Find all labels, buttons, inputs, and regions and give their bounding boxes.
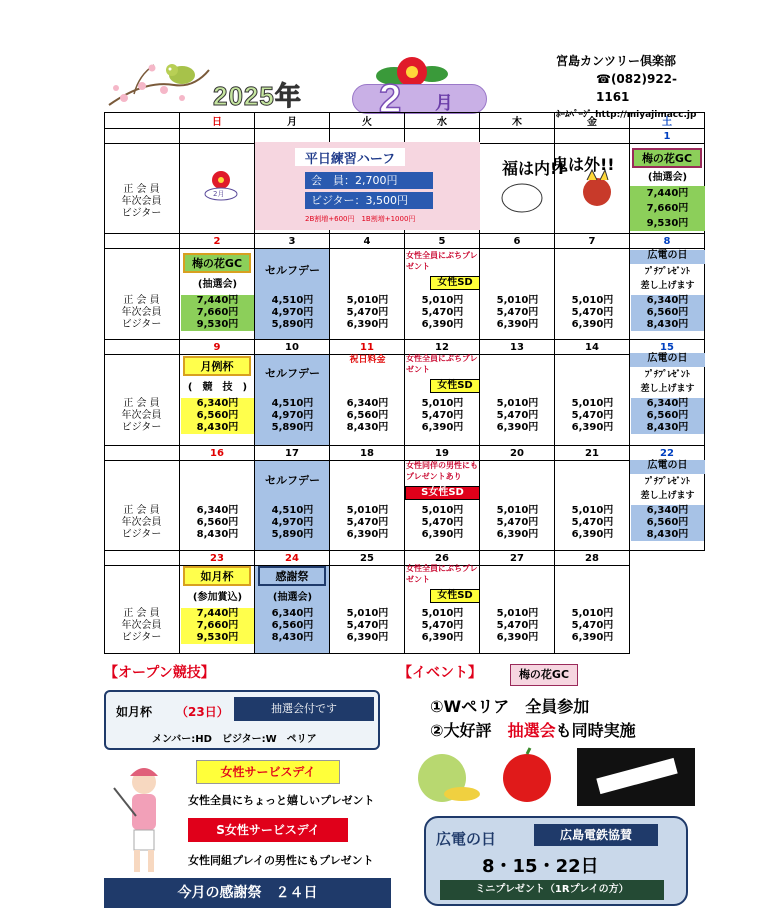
price-annual: 6,560円	[646, 307, 689, 318]
week3-day3-prices	[406, 505, 479, 541]
label-member: 正 会 員	[123, 398, 160, 409]
day-empty	[630, 551, 705, 566]
year-title: 2025年	[213, 81, 302, 111]
cell	[630, 566, 705, 654]
sat1-sub: (抽選会)	[647, 172, 688, 183]
price-visitor: 6,390円	[346, 529, 389, 540]
price-member: 6,340円	[346, 398, 389, 409]
day-13: 13	[480, 340, 555, 355]
price-annual: 5,470円	[346, 517, 389, 528]
cup-name: 如月杯	[116, 705, 153, 719]
golfer-icon	[104, 758, 184, 878]
day-19: 19	[405, 446, 480, 461]
day-9: 9	[180, 340, 255, 355]
day-8: 8	[630, 234, 705, 249]
label-visitor: ビジター	[121, 422, 162, 433]
price-visitor: 6,390円	[496, 529, 539, 540]
price-visitor: 6,390円	[496, 319, 539, 330]
day-2: 2	[180, 234, 255, 249]
event-line2-c: も同時実施	[555, 721, 636, 740]
price-annual: 5,470円	[421, 410, 464, 421]
price-member: 5,010円	[496, 295, 539, 306]
week4-sun-tag: 如月杯	[183, 566, 251, 586]
weekday-thu: 木	[480, 113, 555, 129]
price-member: 6,340円	[196, 398, 239, 409]
price-annual: 6,560円	[196, 517, 239, 528]
price: 7,660円	[646, 203, 689, 214]
event-prizes-illustration	[412, 746, 697, 808]
price-member: 5,010円	[496, 398, 539, 409]
week2-labels	[104, 398, 179, 434]
week2-sat-line2: 差し上げます	[640, 384, 695, 394]
week1-self-day: セルフデー	[265, 264, 320, 277]
lady-service-day-desc: 女性全員にちょっと嬉しいプレゼント	[188, 794, 375, 807]
week2-wed-note: 女性全員にぷちプレゼント	[406, 354, 478, 374]
week2-day0-prices	[181, 398, 254, 434]
label-annual: 年次会員	[121, 517, 162, 528]
day-15: 15	[630, 340, 705, 355]
price-visitor: 6,390円	[496, 422, 539, 433]
week1-sat-line2: 差し上げます	[640, 281, 695, 291]
price-visitor: 6,390円	[571, 632, 614, 643]
price-member: 5,010円	[346, 295, 389, 306]
price-annual: 5,470円	[496, 620, 539, 631]
price-visitor: 8,430円	[646, 319, 689, 330]
week2-holiday-rate: 祝日料金	[349, 355, 386, 365]
price-annual: 6,560円	[346, 410, 389, 421]
day-4: 4	[330, 234, 405, 249]
label-annual: 年次会員	[121, 196, 162, 207]
price-member: 6,340円	[196, 505, 239, 516]
day-empty	[180, 129, 255, 144]
week3-self-day: セルフデー	[265, 474, 320, 487]
day-6: 6	[480, 234, 555, 249]
week1-day-row	[105, 234, 705, 249]
day-25: 25	[330, 551, 405, 566]
day-empty	[555, 129, 630, 144]
oni-text: 鬼は外!!	[552, 155, 615, 174]
kouden-day-box	[424, 816, 688, 906]
open-competition-box	[104, 690, 380, 750]
week2-day4-prices	[481, 398, 554, 434]
kouden-dates: 8・15・22日	[482, 856, 599, 877]
price-annual: 5,470円	[571, 517, 614, 528]
day-20: 20	[480, 446, 555, 461]
price-visitor: 9,530円	[196, 319, 239, 330]
day-27: 27	[480, 551, 555, 566]
price-annual: 4,970円	[271, 307, 314, 318]
week3-day1-prices	[256, 505, 329, 541]
label-member: 正 会 員	[123, 184, 160, 195]
price-annual: 5,470円	[496, 517, 539, 528]
day-18: 18	[330, 446, 405, 461]
month-badge	[352, 77, 487, 121]
event-title: 【イベント】	[398, 665, 482, 681]
day-10: 10	[255, 340, 330, 355]
day-17: 17	[255, 446, 330, 461]
price-visitor: 8,430円	[196, 422, 239, 433]
day-23: 23	[180, 551, 255, 566]
price-visitor: 6,390円	[346, 632, 389, 643]
day-14: 14	[555, 340, 630, 355]
price-annual: 6,560円	[271, 620, 314, 631]
spacer	[105, 234, 180, 249]
week4-wed-note: 女性全員にぷちプレゼント	[406, 564, 478, 584]
price-annual: 6,560円	[646, 517, 689, 528]
price-visitor: 6,390円	[571, 422, 614, 433]
price-member: 7,440円	[196, 295, 239, 306]
week1-day3-prices	[406, 295, 479, 331]
price-member: 5,010円	[421, 295, 464, 306]
club-homepage: ﾎｰﾑﾍﾟｰｼﾞ http://miyajimacc.jp	[556, 110, 697, 120]
kouden-title: 広電の日	[436, 830, 497, 848]
spacer	[105, 551, 180, 566]
price-member: 5,010円	[571, 398, 614, 409]
week4-labels	[104, 608, 179, 644]
weekday-wed: 水	[405, 113, 480, 129]
price-member: 5,010円	[421, 398, 464, 409]
kouden-sponsor: 広島電鉄協賛	[534, 824, 658, 846]
weekday-fri: 金	[555, 113, 630, 129]
price-visitor: 5,890円	[271, 529, 314, 540]
price-member: 5,010円	[571, 295, 614, 306]
month-number: 2	[379, 77, 402, 121]
price: 7,440円	[646, 188, 689, 199]
week2-kouden-tag: 広電の日	[630, 353, 705, 367]
promo-note: 2B割増+600円 1B割増+1000円	[305, 215, 416, 223]
week4-day1-prices	[256, 608, 329, 644]
week4-mon-sub: (抽選会)	[272, 592, 313, 603]
club-phone: ☎(082)922-1161	[596, 72, 677, 104]
month-kanji: 月	[435, 93, 453, 114]
price-visitor: 8,430円	[196, 529, 239, 540]
price-member: 6,340円	[271, 608, 314, 619]
price-member: 7,440円	[196, 608, 239, 619]
apple-icon	[503, 754, 551, 802]
spacer	[105, 446, 180, 461]
price-member: 6,340円	[646, 505, 689, 516]
price-member: 6,340円	[646, 295, 689, 306]
price-member: 5,010円	[346, 505, 389, 516]
weekday-sun: 日	[180, 113, 255, 129]
week2-sat-line1: ﾌﾟﾁﾌﾟﾚｾﾞﾝﾄ	[644, 370, 690, 380]
label-member: 正 会 員	[123, 608, 160, 619]
s-lady-service-day-desc: 女性同組プレイの男性にもプレゼント	[188, 854, 374, 867]
day-16: 16	[180, 446, 255, 461]
price-annual: 4,970円	[271, 410, 314, 421]
price-annual: 6,560円	[646, 410, 689, 421]
week1-day4-prices	[481, 295, 554, 331]
price-annual: 5,470円	[421, 307, 464, 318]
price-annual: 6,560円	[196, 410, 239, 421]
price-annual: 5,470円	[346, 620, 389, 631]
price-annual: 5,470円	[496, 410, 539, 421]
price-annual: 5,470円	[571, 410, 614, 421]
week2-lady-sd-tag: 女性SD	[430, 379, 480, 393]
price: 9,530円	[646, 218, 689, 229]
event-umenohana-tag: 梅の花GC	[510, 664, 578, 686]
week3-day4-prices	[481, 505, 554, 541]
promo-member-price: 会 員：2,700円	[305, 172, 433, 189]
weekday-tue: 火	[330, 113, 405, 129]
week2-sun-tag: 月例杯	[183, 356, 251, 376]
week1-lady-sd-tag: 女性SD	[430, 276, 480, 290]
weekday-sat: 土	[630, 113, 705, 129]
price-member: 5,010円	[496, 608, 539, 619]
weekday-practice-half-promo	[255, 142, 480, 230]
day-22: 22	[630, 446, 705, 461]
price-member: 4,510円	[271, 295, 314, 306]
price-visitor: 6,390円	[571, 529, 614, 540]
day-7: 7	[555, 234, 630, 249]
week4-day-row	[105, 551, 705, 566]
price-visitor: 6,390円	[421, 632, 464, 643]
price-visitor: 6,390円	[346, 319, 389, 330]
sat1-prices	[630, 186, 705, 231]
thanks-day-banner: 今月の感謝祭 ２４日	[104, 878, 391, 908]
setsubun-illustration	[482, 150, 627, 220]
plum-blossom-bird-illustration	[104, 50, 214, 110]
week3-kouden-tag: 広電の日	[630, 460, 705, 474]
label-member: 正 会 員	[123, 505, 160, 516]
cup-rule: メンバー:HD ビジター:W ペリア	[152, 734, 317, 745]
price-annual: 7,660円	[196, 307, 239, 318]
day-24: 24	[255, 551, 330, 566]
s-lady-service-day-title: S女性サービスデイ	[188, 818, 348, 842]
weekday-mon: 月	[255, 113, 330, 129]
label-annual: 年次会員	[121, 620, 162, 631]
label-visitor: ビジター	[121, 208, 162, 219]
week3-labels	[104, 505, 179, 541]
price-visitor: 5,890円	[271, 422, 314, 433]
label-visitor: ビジター	[121, 529, 162, 540]
lottery-badge: 抽選会付です	[234, 697, 374, 721]
price-member: 5,010円	[421, 505, 464, 516]
week3-sat-line2: 差し上げます	[640, 491, 695, 501]
day-26: 26	[405, 551, 480, 566]
week4-mon-tag: 感謝祭	[258, 566, 326, 586]
day-21: 21	[555, 446, 630, 461]
weekday-spacer	[105, 113, 180, 129]
week1-sun-sub: (抽選会)	[197, 279, 238, 290]
price-visitor: 8,430円	[271, 632, 314, 643]
price-visitor: 6,390円	[421, 529, 464, 540]
day-28: 28	[555, 551, 630, 566]
day-empty	[480, 129, 555, 144]
price-annual: 5,470円	[571, 307, 614, 318]
week3-day0-prices	[181, 505, 254, 541]
price-annual: 7,660円	[196, 620, 239, 631]
open-competition-title: 【オープン競技】	[104, 665, 215, 681]
week2-day-row	[105, 340, 705, 355]
week3-wed-note: 女性同伴の男性にもプレゼントあり	[406, 461, 478, 481]
club-name: 宮島カンツリー倶楽部	[556, 54, 677, 68]
event-line2-a: ②大好評	[430, 721, 508, 740]
week1-day6-prices	[631, 295, 704, 331]
february-badge	[200, 168, 242, 202]
weekday-row	[105, 113, 705, 129]
sat1-umenohana-tag: 梅の花GC	[632, 148, 702, 168]
price-member: 5,010円	[346, 608, 389, 619]
spacer	[105, 340, 180, 355]
price-visitor: 8,430円	[646, 422, 689, 433]
week1-sat-line1: ﾌﾟﾁﾌﾟﾚｾﾞﾝﾄ	[644, 267, 690, 277]
day-12: 12	[405, 340, 480, 355]
week3-day5-prices	[556, 505, 629, 541]
price-visitor: 6,390円	[421, 319, 464, 330]
week4-day0-prices	[181, 608, 254, 644]
price-member: 4,510円	[271, 398, 314, 409]
day-1: 1	[630, 129, 705, 144]
price-annual: 5,470円	[421, 620, 464, 631]
week1-kouden-tag: 広電の日	[630, 250, 705, 264]
week1-day2-prices	[331, 295, 404, 331]
event-line2	[430, 718, 636, 741]
promo-title: 平日練習ハーフ	[295, 148, 405, 166]
label-member: 正 会 員	[123, 295, 160, 306]
day-11: 11	[330, 340, 405, 355]
week3-sat-line1: ﾌﾟﾁﾌﾟﾚｾﾞﾝﾄ	[644, 477, 690, 487]
week4-day3-prices	[406, 608, 479, 644]
price-member: 6,340円	[646, 398, 689, 409]
price-annual: 4,970円	[271, 517, 314, 528]
week3-day6-prices	[631, 505, 704, 541]
week4-day2-prices	[331, 608, 404, 644]
price-annual: 5,470円	[421, 517, 464, 528]
event-line1: ①Wペリア 全員参加	[430, 697, 590, 716]
week2-day3-prices	[406, 398, 479, 434]
price-visitor: 6,390円	[421, 422, 464, 433]
price-visitor: 9,530円	[196, 632, 239, 643]
day-3: 3	[255, 234, 330, 249]
week3-lady-sd-tag: S女性SD	[405, 486, 480, 500]
label-visitor: ビジター	[121, 632, 162, 643]
week4-day4-prices	[481, 608, 554, 644]
label-annual: 年次会員	[121, 307, 162, 318]
lady-service-day-title: 女性サービスデイ	[196, 760, 340, 784]
price-visitor: 8,430円	[646, 529, 689, 540]
price-member: 5,010円	[571, 505, 614, 516]
week3-day-row	[105, 446, 705, 461]
spacer	[105, 129, 180, 144]
label-annual: 年次会員	[121, 410, 162, 421]
price-member: 5,010円	[571, 608, 614, 619]
week1-wed-note: 女性全員にぷちプレゼント	[406, 251, 478, 271]
february-badge-text: 2月	[213, 190, 225, 198]
week2-day1-prices	[256, 398, 329, 434]
fuku-text: 福は内!!	[502, 159, 565, 178]
label-visitor: ビジター	[121, 319, 162, 330]
price-member: 4,510円	[271, 505, 314, 516]
week4-day5-prices	[556, 608, 629, 644]
week4-sun-sub: (参加賞込)	[192, 592, 243, 603]
week1-labels	[104, 295, 179, 331]
price-visitor: 5,890円	[271, 319, 314, 330]
week4-lady-sd-tag: 女性SD	[430, 589, 480, 603]
price-member: 5,010円	[421, 608, 464, 619]
week3-day2-prices	[331, 505, 404, 541]
week0-labels	[104, 184, 179, 220]
week2-sun-sub: ( 競 技 )	[187, 382, 248, 393]
kouden-note: ミニプレゼント（1Rプレイの方）	[440, 880, 664, 900]
price-visitor: 6,390円	[496, 632, 539, 643]
cup-date: （23日）	[176, 705, 229, 719]
week1-sun-tag: 梅の花GC	[183, 253, 251, 273]
week2-day5-prices	[556, 398, 629, 434]
week2-day2-prices	[331, 398, 404, 434]
event-line2-b: 抽選会	[507, 721, 556, 740]
price-visitor: 6,390円	[571, 319, 614, 330]
week2-day6-prices	[631, 398, 704, 434]
week1-day5-prices	[556, 295, 629, 331]
week2-self-day: セルフデー	[265, 367, 320, 380]
price-annual: 5,470円	[346, 307, 389, 318]
price-visitor: 8,430円	[346, 422, 389, 433]
price-annual: 5,470円	[496, 307, 539, 318]
week1-day1-prices	[256, 295, 329, 331]
price-member: 5,010円	[496, 505, 539, 516]
price-annual: 5,470円	[571, 620, 614, 631]
lady-golfer-illustration	[104, 758, 184, 878]
week1-day0-prices	[181, 295, 254, 331]
promo-visitor-price: ビジター：3,500円	[305, 192, 433, 209]
day-5: 5	[405, 234, 480, 249]
